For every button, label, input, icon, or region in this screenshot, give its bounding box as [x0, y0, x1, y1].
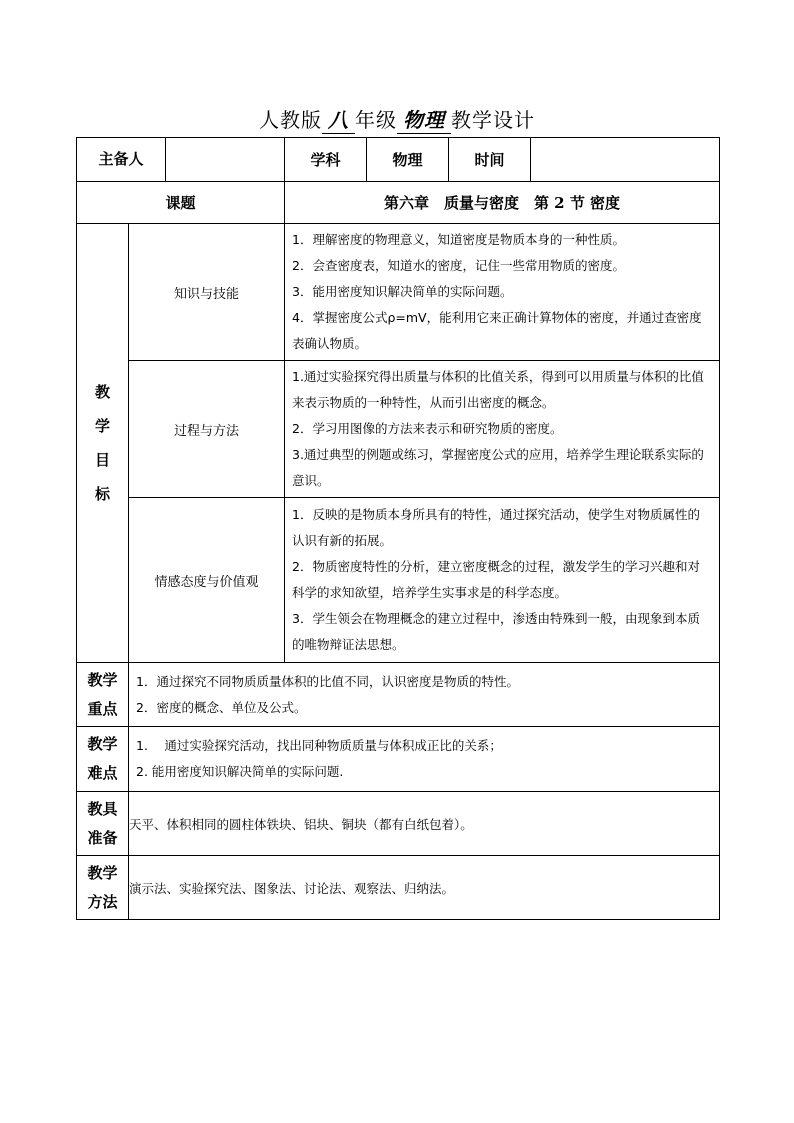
methods-text: 演示法、实验探究法、图象法、讨论法、观察法、归纳法。 — [129, 856, 720, 920]
subject-blank: 物理 — [397, 104, 451, 134]
preparer-cell — [77, 138, 285, 182]
title-suffix: 教学设计 — [451, 108, 535, 132]
objectives-label — [77, 224, 129, 663]
list-item: 1．反映的是物质本身所具有的特性，通过探究活动，使学生对物质属性的认识有新的拓展。 — [292, 507, 700, 548]
list-item: 1．通过探究不同物质质量体积的比值不同，认识密度是物质的特性。 — [136, 673, 519, 689]
objective-row-knowledge — [77, 224, 720, 361]
objective-name: 过程与方法 — [129, 361, 285, 498]
list-item: 2．密度的概念、单位及公式。 — [136, 699, 307, 715]
objectives-label-char: 学 — [94, 417, 110, 435]
list-item: 3.通过典型的例题或练习，掌握密度公式的应用，培养学生理论联系实际的意识。 — [292, 447, 704, 488]
list-item: 3．学生领会在物理概念的建立过程中，渗透由特殊到一般，由现象到本质的唯物辩证法思想。 — [292, 611, 700, 652]
objective-items — [285, 498, 720, 663]
label-line: 教学 — [87, 670, 118, 689]
topic-row — [77, 182, 720, 224]
preparer-value — [166, 138, 284, 181]
objective-items — [285, 361, 720, 498]
label-line: 教具 — [87, 799, 118, 818]
grade-blank: 八 — [322, 104, 355, 134]
label-line: 教学 — [87, 863, 118, 882]
objectives-label-char: 目 — [94, 451, 110, 469]
time-value — [531, 138, 720, 182]
objective-name: 情感态度与价值观 — [129, 498, 285, 663]
label-line: 准备 — [87, 828, 118, 847]
list-item: 1．理解密度的物理意义，知道密度是物质本身的一种性质。 — [292, 232, 625, 247]
key-points-row — [77, 663, 720, 727]
list-item: 2．会查密度表，知道水的密度，记住一些常用物质的密度。 — [292, 258, 625, 273]
objective-row-process — [77, 361, 720, 498]
list-item: 2. 能用密度知识解决简单的实际问题. — [136, 764, 344, 779]
time-label: 时间 — [449, 138, 531, 182]
lesson-plan-table — [76, 137, 720, 920]
preparer-label: 主备人 — [77, 138, 166, 181]
objective-name: 知识与技能 — [129, 224, 285, 361]
label-line: 教学 — [87, 735, 118, 753]
difficulties-row — [77, 727, 720, 792]
header-row — [77, 138, 720, 182]
subject-value: 物理 — [367, 138, 449, 182]
list-item: 2．学习用图像的方法来表示和研究物质的密度。 — [292, 421, 563, 436]
list-item: 1.通过实验探究得出质量与体积的比值关系，得到可以用质量与体积的比值来表示物质的一种特性，从而引出密度的概念。 — [292, 369, 704, 410]
title-prefix: 人教版 — [259, 108, 322, 132]
objective-items — [285, 224, 720, 361]
key-points-label — [77, 663, 129, 727]
methods-row — [77, 856, 720, 920]
subject-label: 学科 — [285, 138, 367, 182]
list-item: 2．物质密度特性的分析，建立密度概念的过程，激发学生的学习兴趣和对科学的求知欲望，培养学生实事求是的科学态度。 — [292, 559, 700, 600]
topic-value: 第六章 质量与密度 第 2 节 密度 — [285, 182, 720, 224]
methods-label — [77, 856, 129, 920]
topic-label: 课题 — [77, 182, 285, 224]
label-line: 重点 — [87, 699, 118, 718]
objectives-label-char: 教 — [94, 383, 110, 401]
title-mid: 年级 — [355, 108, 397, 132]
equipment-text: 天平、体积相同的圆柱体铁块、铝块、铜块（都有白纸包着）。 — [129, 792, 720, 856]
list-item: 3．能用密度知识解决简单的实际问题。 — [292, 284, 513, 299]
list-item: 1. 通过实验探究活动，找出同种物质质量与体积成正比的关系； — [136, 738, 502, 753]
equipment-label — [77, 792, 129, 856]
list-item: 4．掌握密度公式ρ=mV，能利用它来正确计算物体的密度，并通过查密度表确认物质。 — [292, 310, 702, 351]
objectives-label-char: 标 — [94, 485, 110, 503]
label-line: 难点 — [87, 764, 118, 782]
equipment-row — [77, 792, 720, 856]
difficulties-items — [129, 727, 720, 792]
label-line: 方法 — [87, 892, 118, 911]
difficulties-label — [77, 727, 129, 792]
objective-row-attitude — [77, 498, 720, 663]
document-title — [0, 104, 794, 134]
key-points-items — [129, 663, 720, 727]
